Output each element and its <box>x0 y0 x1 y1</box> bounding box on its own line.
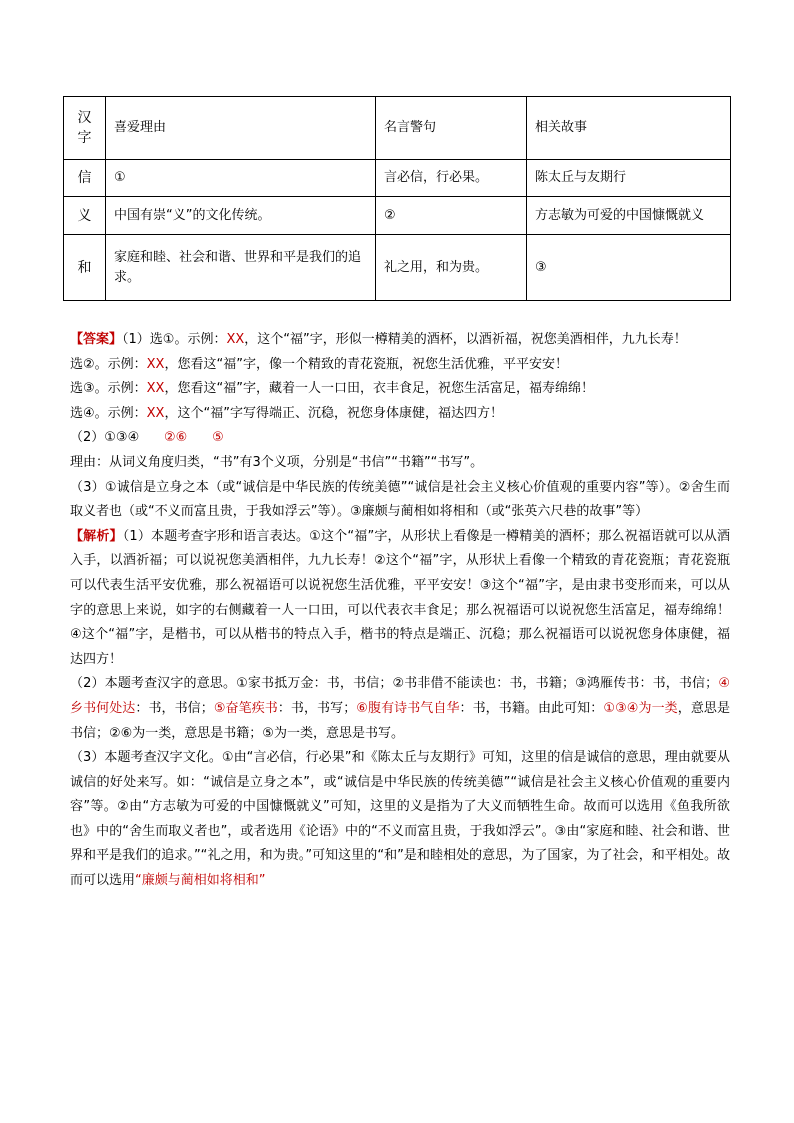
answer-paragraph-4: 选④。示例：XX，这个“福”字写得端正、沉稳，祝您身体康健，福达四方！ <box>70 405 503 421</box>
row-quote: 礼之用，和为贵。 <box>376 235 527 301</box>
row-story: 陈太丘与友期行 <box>527 160 731 197</box>
row-reason: ① <box>106 160 376 197</box>
answer-paragraph-7: （3）①诚信是立身之本（或“诚信是中华民族的传统美德”“诚信是社会主义核心价值观的重要内容”等）。②舍生而取义者也（或“不义而富且贵，于我如浮云”等）。③廉颇与蔺相如将相和（或“张英六尺巷的故事”等） <box>70 479 730 520</box>
row-char: 信 <box>64 160 106 197</box>
header-story: 相关故事 <box>527 97 731 160</box>
row-story: 方志敏为可爱的中国慷慨就义 <box>527 197 731 235</box>
row-quote: 言必信，行必果。 <box>376 160 527 197</box>
answer-paragraph-1: 【答案】（1）选①。示例：XX，这个“福”字，形似一樽精美的酒杯，以酒祈福，祝您美酒相伴，九九长寿！ <box>70 332 687 347</box>
placeholder-xx: XX <box>226 332 245 347</box>
row-quote: ② <box>376 197 527 235</box>
row-char: 和 <box>64 235 106 301</box>
table-row <box>64 235 731 301</box>
header-hanzi: 汉 字 <box>64 97 106 160</box>
analysis-paragraph-2: （2）本题考查汉字的意思。①家书抵万金：书，书信；②书非借不能读也：书，书籍；③鸿雁传书：书，书信；④乡书何处达：书，书信；⑤奋笔疾书：书，书写；⑥腹有诗书气自华：书，书籍。由此可知：①③④为一类，意思是书信；②⑥为一类，意思是书籍；⑤为一类，意思是书写。 <box>70 676 730 741</box>
header-reason: 喜爱理由 <box>106 97 376 160</box>
analysis-tag: 【解析】 <box>70 528 123 544</box>
analysis-paragraph-3: （3）本题考查汉字文化。①由“言必信，行必果”和《陈太丘与友期行》可知，这里的信是诚信的意思，理由就要从诚信的好处来写。如：“诚信是立身之本”，或“诚信是中华民族的传统美德”“诚信是社会主义核心价值观的重要内容”等。②由“方志敏为可爱的中国慷慨就义”可知，这里的义是指为了大义而牺牲生命。故而可以选用《鱼我所欲也》中的“舍生而取义者也”，或者选用《论语》中的“不义而富且贵，于我如浮云”。③由“家庭和睦、社会和谐、世界和平是我们的追求。”“礼之用，和为贵。”可知这里的“和”是和睦相处的意思，为了国家，为了社会，和平相处。故而可以选用“廉颇与蔺相如将相和” <box>70 750 730 889</box>
table-header-row <box>64 97 731 160</box>
header-quote: 名言警句 <box>376 97 527 160</box>
answer-paragraph-3: 选③。示例：XX，您看这“福”字，藏着一人一口田，衣丰食足，祝您生活富足，福寿绵绵！ <box>70 381 594 397</box>
answer-analysis-text <box>70 328 730 894</box>
table-row <box>64 197 731 235</box>
answer-tag: 【答案】 <box>70 332 123 347</box>
hanzi-table <box>63 96 731 301</box>
row-reason: 家庭和睦、社会和谐、世界和平是我们的追求。 <box>106 235 376 301</box>
table-row <box>64 160 731 197</box>
row-reason: 中国有崇“义”的文化传统。 <box>106 197 376 235</box>
answer-paragraph-2: 选②。示例：XX，您看这“福”字，像一个精致的青花瓷瓶，祝您生活优雅，平平安安！ <box>70 356 568 372</box>
answer-paragraph-6: 理由：从词义角度归类，“书”有3个义项，分别是“书信”“书籍”“书写”。 <box>70 454 484 470</box>
answer-paragraph-5: （2）①③④ ②⑥ ⑤ <box>70 430 224 446</box>
row-story: ③ <box>527 235 731 301</box>
row-char: 义 <box>64 197 106 235</box>
analysis-paragraph-1: 【解析】（1）本题考查字形和语言表达。①这个“福”字，从形状上看像是一樽精美的酒杯；那么祝福语就可以从酒入手，以酒祈福；可以说祝您美酒相伴，九九长寿！②这个“福”字，从形状上看像一个精致的青花瓷瓶；青花瓷瓶可以代表生活平安优雅，那么祝福语可以说祝您生活优雅，平平安安！③这个“福”字，是由隶书变形而来，可以从字的意思上来说，如字的右侧藏着一人一口田，可以代表衣丰食足；那么祝福语可以说祝您生活富足，福寿绵绵！④这个“福”字，是楷书，可以从楷书的特点入手，楷书的特点是端正、沉稳；那么祝福语可以说祝您身体康健，福达四方！ <box>70 528 730 667</box>
